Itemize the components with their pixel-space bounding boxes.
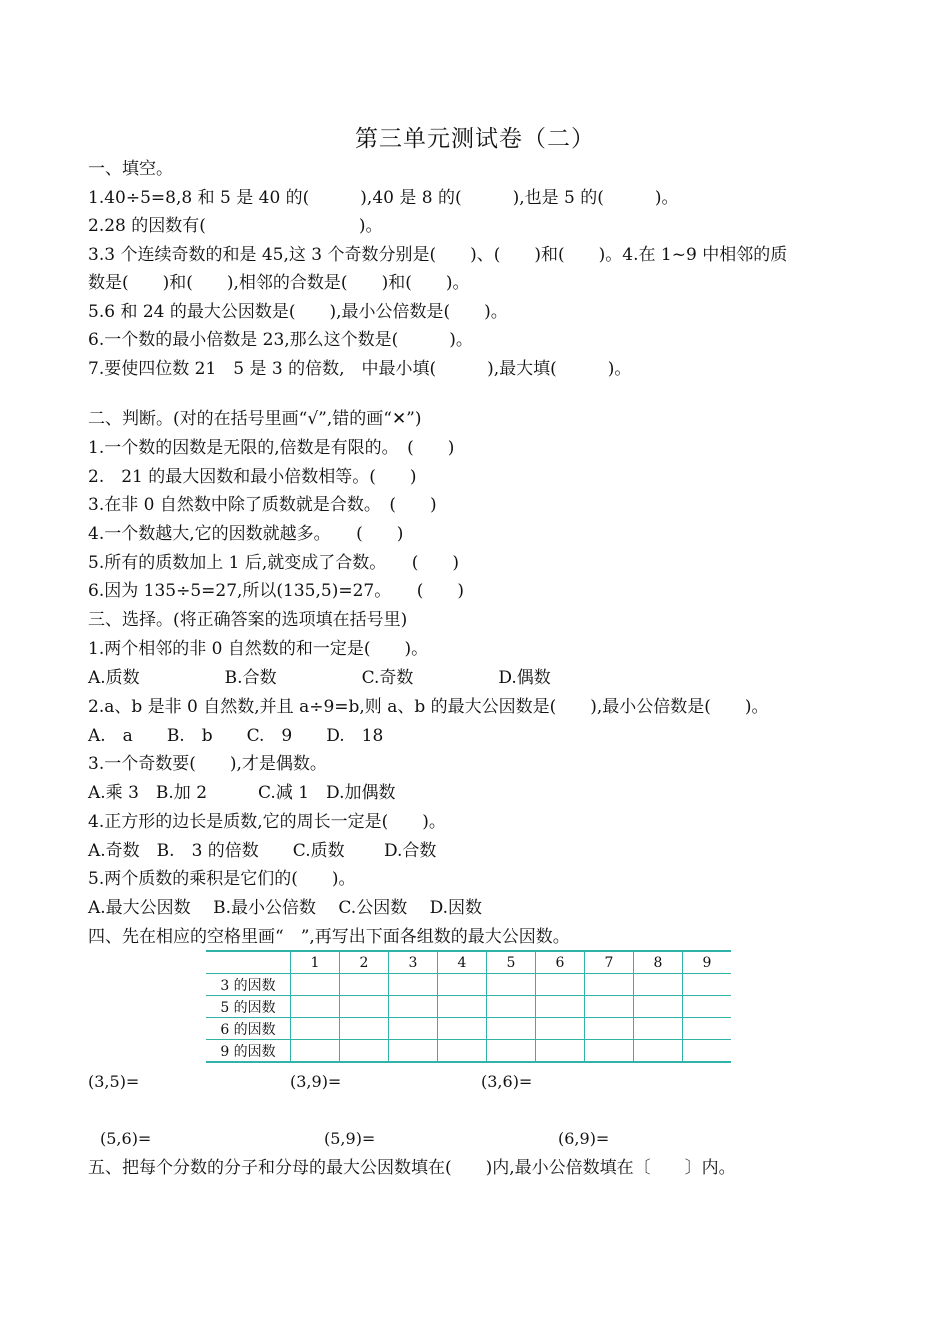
mark-cell[interactable] bbox=[389, 974, 438, 996]
question-line: 3.在非 0 自然数中除了质数就是合数。 ( ) bbox=[88, 495, 437, 515]
section-2-heading: 二、判断。(对的在括号里画“√”,错的画“✕”) bbox=[88, 409, 422, 429]
table-header-cell: 8 bbox=[634, 951, 683, 974]
mark-cell[interactable] bbox=[683, 996, 732, 1018]
gcd-answer: (3,6)= bbox=[481, 1072, 533, 1091]
question-line: 2.a、b 是非 0 自然数,并且 a÷9=b,则 a、b 的最大公因数是( ),最小公倍数是( )。 bbox=[88, 697, 769, 717]
question-line: 2. 21 的最大因数和最小倍数相等。( ) bbox=[88, 467, 417, 487]
mark-cell[interactable] bbox=[389, 1040, 438, 1063]
mark-cell[interactable] bbox=[340, 974, 389, 996]
mark-cell[interactable] bbox=[536, 974, 585, 996]
factors-table bbox=[206, 950, 731, 1063]
question-line: 6.一个数的最小倍数是 23,那么这个数是( )。 bbox=[88, 330, 473, 350]
question-line: 3.一个奇数要( ),才是偶数。 bbox=[88, 754, 327, 774]
mark-cell[interactable] bbox=[291, 996, 340, 1018]
question-line: 3.3 个连续奇数的和是 45,这 3 个奇数分别是( )、( )和( )。4.在 1~9 中相邻的质 bbox=[88, 245, 788, 265]
question-line: 7.要使四位数 21 5 是 3 的倍数, 中最小填( ),最大填( )。 bbox=[88, 359, 632, 379]
mark-cell[interactable] bbox=[438, 1040, 487, 1063]
question-line: 1.40÷5=8,8 和 5 是 40 的( ),40 是 8 的( ),也是 5 的( )。 bbox=[88, 188, 679, 208]
mark-cell[interactable] bbox=[585, 974, 634, 996]
gcd-answer: (3,9)= bbox=[290, 1072, 342, 1091]
mark-cell[interactable] bbox=[291, 974, 340, 996]
question-line: 1.两个相邻的非 0 自然数的和一定是( )。 bbox=[88, 639, 429, 659]
options-line: A.乘 3 B.加 2 C.减 1 D.加偶数 bbox=[88, 783, 396, 803]
mark-cell[interactable] bbox=[487, 996, 536, 1018]
table-header-cell: 5 bbox=[487, 951, 536, 974]
options-line: A.质数 B.合数 C.奇数 D.偶数 bbox=[88, 668, 551, 688]
mark-cell[interactable] bbox=[683, 974, 732, 996]
row-label: 3 的因数 bbox=[206, 974, 291, 996]
table-header-row bbox=[206, 951, 731, 974]
options-line: A.最大公因数 B.最小公倍数 C.公因数 D.因数 bbox=[88, 898, 483, 918]
mark-cell[interactable] bbox=[487, 974, 536, 996]
table-header-cell: 4 bbox=[438, 951, 487, 974]
row-label: 9 的因数 bbox=[206, 1040, 291, 1063]
gcd-answer: (5,6)= bbox=[100, 1129, 152, 1148]
mark-cell[interactable] bbox=[585, 1040, 634, 1063]
question-line: 4.正方形的边长是质数,它的周长一定是( )。 bbox=[88, 812, 446, 832]
page-title: 第三单元测试卷（二） bbox=[355, 126, 595, 152]
row-label: 6 的因数 bbox=[206, 1018, 291, 1040]
mark-cell[interactable] bbox=[634, 996, 683, 1018]
options-line: A.奇数 B. 3 的倍数 C.质数 D.合数 bbox=[88, 841, 437, 861]
options-line: A. a B. b C. 9 D. 18 bbox=[88, 726, 384, 746]
mark-cell[interactable] bbox=[634, 974, 683, 996]
mark-cell[interactable] bbox=[389, 1018, 438, 1040]
table-row bbox=[206, 996, 731, 1018]
mark-cell[interactable] bbox=[291, 1040, 340, 1063]
question-line: 2.28 的因数有( )。 bbox=[88, 216, 383, 236]
question-line: 5.两个质数的乘积是它们的( )。 bbox=[88, 869, 356, 889]
section-1-heading: 一、填空。 bbox=[88, 159, 173, 179]
mark-cell[interactable] bbox=[536, 1040, 585, 1063]
gcd-answer: (5,9)= bbox=[324, 1129, 376, 1148]
section-5-heading: 五、把每个分数的分子和分母的最大公因数填在( )内,最小公倍数填在〔 〕内。 bbox=[88, 1158, 736, 1178]
mark-cell[interactable] bbox=[340, 996, 389, 1018]
question-line: 5.6 和 24 的最大公因数是( ),最小公倍数是( )。 bbox=[88, 302, 508, 322]
mark-cell[interactable] bbox=[683, 1040, 732, 1063]
question-line: 6.因为 135÷5=27,所以(135,5)=27。 ( ) bbox=[88, 581, 464, 601]
mark-cell[interactable] bbox=[340, 1040, 389, 1063]
table-header-cell: 2 bbox=[340, 951, 389, 974]
mark-cell[interactable] bbox=[536, 996, 585, 1018]
table-row bbox=[206, 1040, 731, 1063]
mark-cell[interactable] bbox=[487, 1040, 536, 1063]
question-line: 1.一个数的因数是无限的,倍数是有限的。 ( ) bbox=[88, 438, 455, 458]
table-header-cell: 3 bbox=[389, 951, 438, 974]
question-line: 数是( )和( ),相邻的合数是( )和( )。 bbox=[88, 273, 470, 293]
table-row bbox=[206, 1018, 731, 1040]
mark-cell[interactable] bbox=[634, 1018, 683, 1040]
gcd-answer: (6,9)= bbox=[558, 1129, 610, 1148]
mark-cell[interactable] bbox=[438, 996, 487, 1018]
mark-cell[interactable] bbox=[291, 1018, 340, 1040]
table-header-cell: 6 bbox=[536, 951, 585, 974]
table-header-cell: 1 bbox=[291, 951, 340, 974]
table-header-cell: 7 bbox=[585, 951, 634, 974]
table-corner-cell bbox=[206, 951, 291, 974]
section-4-heading: 四、先在相应的空格里画“ ”,再写出下面各组数的最大公因数。 bbox=[88, 927, 570, 947]
question-line: 4.一个数越大,它的因数就越多。 ( ) bbox=[88, 524, 404, 544]
mark-cell[interactable] bbox=[389, 996, 438, 1018]
mark-cell[interactable] bbox=[585, 996, 634, 1018]
table-header-cell: 9 bbox=[683, 951, 732, 974]
row-label: 5 的因数 bbox=[206, 996, 291, 1018]
mark-cell[interactable] bbox=[683, 1018, 732, 1040]
mark-cell[interactable] bbox=[438, 974, 487, 996]
question-line: 5.所有的质数加上 1 后,就变成了合数。 ( ) bbox=[88, 553, 460, 573]
mark-cell[interactable] bbox=[585, 1018, 634, 1040]
gcd-answer: (3,5)= bbox=[88, 1072, 140, 1091]
mark-cell[interactable] bbox=[487, 1018, 536, 1040]
table-row bbox=[206, 974, 731, 996]
mark-cell[interactable] bbox=[536, 1018, 585, 1040]
section-3-heading: 三、选择。(将正确答案的选项填在括号里) bbox=[88, 610, 408, 630]
mark-cell[interactable] bbox=[438, 1018, 487, 1040]
mark-cell[interactable] bbox=[634, 1040, 683, 1063]
mark-cell[interactable] bbox=[340, 1018, 389, 1040]
